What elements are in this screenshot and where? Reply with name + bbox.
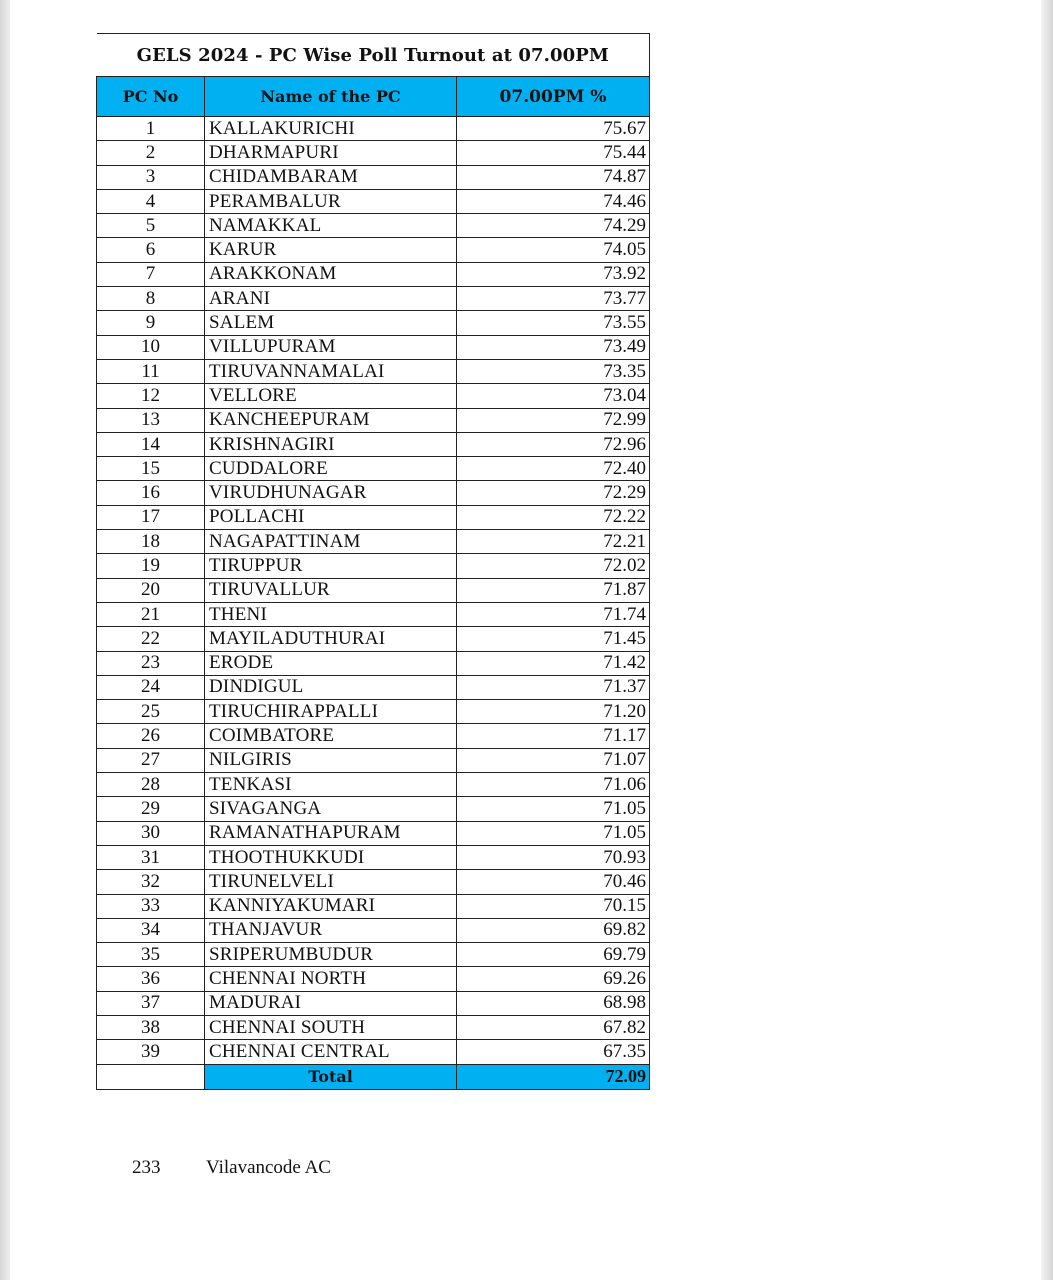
pc-name-cell: ARANI	[205, 287, 457, 311]
turnout-percent-cell: 73.55	[457, 311, 650, 335]
turnout-percent-cell: 70.15	[457, 894, 650, 918]
pc-number-cell: 16	[97, 481, 205, 505]
pc-number-cell: 22	[97, 627, 205, 651]
turnout-percent-cell: 74.05	[457, 238, 650, 262]
pc-name-cell: NILGIRIS	[205, 748, 457, 772]
pc-name-cell: THOOTHUKKUDI	[205, 845, 457, 869]
header-row	[97, 77, 650, 117]
table-row	[97, 262, 650, 286]
pc-name-cell: TIRUPPUR	[205, 554, 457, 578]
table-row	[97, 384, 650, 408]
pc-name-cell: MAYILADUTHURAI	[205, 627, 457, 651]
table-row	[97, 845, 650, 869]
pc-name-cell: CHENNAI SOUTH	[205, 1015, 457, 1039]
table-row	[97, 1040, 650, 1064]
turnout-percent-cell: 72.02	[457, 554, 650, 578]
pc-number-cell: 28	[97, 773, 205, 797]
pc-name-cell: MADURAI	[205, 991, 457, 1015]
pc-number-cell: 39	[97, 1040, 205, 1064]
turnout-percent-cell: 71.17	[457, 724, 650, 748]
pc-number-cell: 21	[97, 602, 205, 626]
pc-name-cell: RAMANATHAPURAM	[205, 821, 457, 845]
pc-number-cell: 31	[97, 845, 205, 869]
turnout-percent-cell: 73.92	[457, 262, 650, 286]
pc-name-cell: KARUR	[205, 238, 457, 262]
pc-number-cell: 30	[97, 821, 205, 845]
turnout-percent-cell: 72.99	[457, 408, 650, 432]
table-row	[97, 165, 650, 189]
pc-name-cell: THENI	[205, 602, 457, 626]
table-row	[97, 214, 650, 238]
footnote-text: Vilavancode AC	[206, 1157, 331, 1178]
table-row	[97, 530, 650, 554]
pc-number-cell: 4	[97, 189, 205, 213]
pc-name-cell: COIMBATORE	[205, 724, 457, 748]
turnout-percent-cell: 72.22	[457, 505, 650, 529]
pc-number-cell: 32	[97, 870, 205, 894]
table-row	[97, 408, 650, 432]
table-row	[97, 335, 650, 359]
pc-number-cell: 20	[97, 578, 205, 602]
pc-name-cell: TIRUVALLUR	[205, 578, 457, 602]
pc-number-cell: 15	[97, 457, 205, 481]
column-header-name: Name of the PC	[205, 77, 457, 117]
turnout-percent-cell: 69.26	[457, 967, 650, 991]
pc-number-cell: 33	[97, 894, 205, 918]
footnote-number: 233	[132, 1157, 161, 1178]
turnout-percent-cell: 72.29	[457, 481, 650, 505]
table-row	[97, 505, 650, 529]
turnout-percent-cell: 72.40	[457, 457, 650, 481]
turnout-percent-cell: 71.74	[457, 602, 650, 626]
pc-name-cell: SRIPERUMBUDUR	[205, 943, 457, 967]
pc-name-cell: TIRUNELVELI	[205, 870, 457, 894]
pc-number-cell: 5	[97, 214, 205, 238]
table-row	[97, 238, 650, 262]
table-title: GELS 2024 - PC Wise Poll Turnout at 07.00PM	[97, 34, 650, 77]
turnout-percent-cell: 71.45	[457, 627, 650, 651]
pc-number-cell: 13	[97, 408, 205, 432]
pc-name-cell: DINDIGUL	[205, 675, 457, 699]
pc-number-cell: 6	[97, 238, 205, 262]
table-row	[97, 724, 650, 748]
table-row	[97, 870, 650, 894]
table-row	[97, 554, 650, 578]
total-label: Total	[205, 1064, 457, 1089]
pc-number-cell: 3	[97, 165, 205, 189]
pc-name-cell: VILLUPURAM	[205, 335, 457, 359]
total-empty-cell	[97, 1064, 205, 1089]
table-row	[97, 141, 650, 165]
pc-name-cell: TIRUVANNAMALAI	[205, 359, 457, 383]
pc-name-cell: DHARMAPURI	[205, 141, 457, 165]
table-row	[97, 311, 650, 335]
pc-name-cell: KRISHNAGIRI	[205, 432, 457, 456]
table-row	[97, 578, 650, 602]
page-shadow-right	[1041, 0, 1053, 1280]
pc-name-cell: KANCHEEPURAM	[205, 408, 457, 432]
turnout-percent-cell: 70.93	[457, 845, 650, 869]
pc-name-cell: PERAMBALUR	[205, 189, 457, 213]
turnout-percent-cell: 71.42	[457, 651, 650, 675]
turnout-percent-cell: 73.77	[457, 287, 650, 311]
table-row	[97, 797, 650, 821]
total-row	[97, 1064, 650, 1089]
table-row	[97, 117, 650, 141]
turnout-percent-cell: 71.05	[457, 821, 650, 845]
pc-number-cell: 1	[97, 117, 205, 141]
table-row	[97, 432, 650, 456]
pc-number-cell: 38	[97, 1015, 205, 1039]
column-header-percent: 07.00PM %	[457, 77, 650, 117]
pc-number-cell: 7	[97, 262, 205, 286]
pc-name-cell: NAMAKKAL	[205, 214, 457, 238]
turnout-percent-cell: 67.82	[457, 1015, 650, 1039]
turnout-percent-cell: 73.04	[457, 384, 650, 408]
pc-name-cell: CHENNAI NORTH	[205, 967, 457, 991]
total-value: 72.09	[457, 1064, 650, 1089]
table-row	[97, 189, 650, 213]
turnout-percent-cell: 74.29	[457, 214, 650, 238]
poll-turnout-table	[96, 33, 650, 1090]
pc-number-cell: 27	[97, 748, 205, 772]
turnout-percent-cell: 72.21	[457, 530, 650, 554]
table-row	[97, 457, 650, 481]
pc-name-cell: SALEM	[205, 311, 457, 335]
pc-number-cell: 12	[97, 384, 205, 408]
turnout-percent-cell: 72.96	[457, 432, 650, 456]
table-row	[97, 287, 650, 311]
pc-name-cell: POLLACHI	[205, 505, 457, 529]
turnout-percent-cell: 73.35	[457, 359, 650, 383]
turnout-percent-cell: 69.82	[457, 918, 650, 942]
pc-number-cell: 34	[97, 918, 205, 942]
table-row	[97, 967, 650, 991]
turnout-percent-cell: 67.35	[457, 1040, 650, 1064]
table-row	[97, 821, 650, 845]
footnote	[132, 1157, 331, 1179]
turnout-percent-cell: 70.46	[457, 870, 650, 894]
pc-number-cell: 37	[97, 991, 205, 1015]
pc-number-cell: 9	[97, 311, 205, 335]
pc-name-cell: KANNIYAKUMARI	[205, 894, 457, 918]
pc-name-cell: ERODE	[205, 651, 457, 675]
pc-number-cell: 14	[97, 432, 205, 456]
pc-name-cell: KALLAKURICHI	[205, 117, 457, 141]
pc-name-cell: CUDDALORE	[205, 457, 457, 481]
pc-name-cell: CHENNAI CENTRAL	[205, 1040, 457, 1064]
table-row	[97, 943, 650, 967]
table-row	[97, 700, 650, 724]
table-row	[97, 602, 650, 626]
pc-name-cell: NAGAPATTINAM	[205, 530, 457, 554]
turnout-percent-cell: 74.46	[457, 189, 650, 213]
pc-number-cell: 26	[97, 724, 205, 748]
pc-name-cell: TIRUCHIRAPPALLI	[205, 700, 457, 724]
pc-number-cell: 35	[97, 943, 205, 967]
pc-number-cell: 24	[97, 675, 205, 699]
turnout-percent-cell: 68.98	[457, 991, 650, 1015]
pc-number-cell: 29	[97, 797, 205, 821]
pc-number-cell: 19	[97, 554, 205, 578]
pc-number-cell: 23	[97, 651, 205, 675]
pc-name-cell: VIRUDHUNAGAR	[205, 481, 457, 505]
turnout-percent-cell: 73.49	[457, 335, 650, 359]
table-row	[97, 651, 650, 675]
page-shadow-left	[0, 0, 10, 1280]
column-header-pc-no: PC No	[97, 77, 205, 117]
turnout-percent-cell: 75.67	[457, 117, 650, 141]
title-row	[97, 34, 650, 77]
table-row	[97, 991, 650, 1015]
pc-name-cell: ARAKKONAM	[205, 262, 457, 286]
table-row	[97, 481, 650, 505]
pc-number-cell: 8	[97, 287, 205, 311]
table-row	[97, 894, 650, 918]
turnout-percent-cell: 75.44	[457, 141, 650, 165]
turnout-percent-cell: 74.87	[457, 165, 650, 189]
table-row	[97, 359, 650, 383]
document-page	[10, 0, 1041, 1280]
table-row	[97, 773, 650, 797]
pc-name-cell: CHIDAMBARAM	[205, 165, 457, 189]
pc-name-cell: THANJAVUR	[205, 918, 457, 942]
turnout-percent-cell: 71.37	[457, 675, 650, 699]
turnout-percent-cell: 69.79	[457, 943, 650, 967]
pc-number-cell: 10	[97, 335, 205, 359]
pc-number-cell: 36	[97, 967, 205, 991]
turnout-percent-cell: 71.05	[457, 797, 650, 821]
table-row	[97, 675, 650, 699]
pc-name-cell: TENKASI	[205, 773, 457, 797]
table-row	[97, 627, 650, 651]
table-row	[97, 1015, 650, 1039]
turnout-percent-cell: 71.20	[457, 700, 650, 724]
pc-number-cell: 11	[97, 359, 205, 383]
turnout-percent-cell: 71.87	[457, 578, 650, 602]
table-row	[97, 918, 650, 942]
turnout-percent-cell: 71.07	[457, 748, 650, 772]
turnout-percent-cell: 71.06	[457, 773, 650, 797]
pc-number-cell: 17	[97, 505, 205, 529]
pc-name-cell: SIVAGANGA	[205, 797, 457, 821]
pc-number-cell: 25	[97, 700, 205, 724]
pc-number-cell: 18	[97, 530, 205, 554]
pc-number-cell: 2	[97, 141, 205, 165]
table-row	[97, 748, 650, 772]
table-body	[97, 117, 650, 1065]
pc-name-cell: VELLORE	[205, 384, 457, 408]
